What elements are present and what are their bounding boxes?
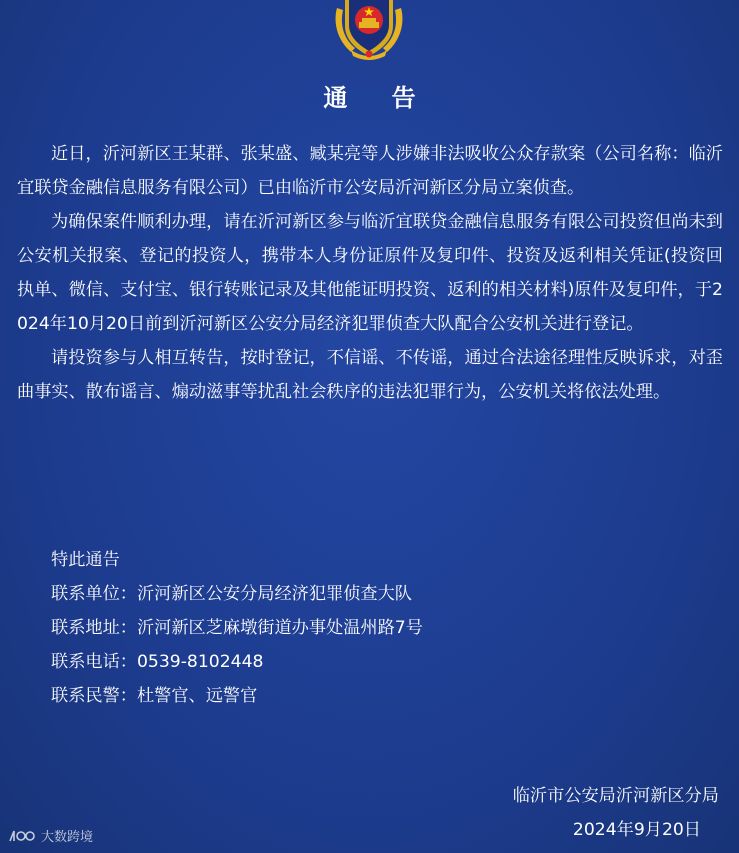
watermark-text: 大数跨境	[41, 830, 94, 845]
notice-title: 通 告	[323, 84, 434, 112]
contact-phone-label: 联系电话：	[51, 652, 137, 672]
notice-paragraph-3: 请投资参与人相互转告，按时登记，不信谣、不传谣，通过合法途径理性反映诉求，对歪曲事实、散布谣言、煽动滋事等扰乱社会秩序的违法犯罪行为，公安机关将依法处理。	[17, 348, 723, 402]
watermark	[8, 826, 93, 845]
notice-paragraph-1: 近日，沂河新区王某群、张某盛、臧某亮等人涉嫌非法吸收公众存款案（公司名称：临沂宜联贷金融信息服务有限公司）已由临沂市公安局沂河新区分局立案侦查。	[17, 144, 723, 198]
contact-address-value: 沂河新区芝麻墩街道办事处温州路7号	[136, 618, 423, 638]
contact-officer	[51, 679, 423, 713]
issue-date: 2024年9月20日	[572, 820, 701, 840]
police-emblem-icon	[331, 0, 407, 62]
notice-body	[17, 137, 723, 409]
contact-phone-value: 0539-8102448	[136, 652, 264, 672]
contact-unit	[51, 577, 423, 611]
100-logo-icon	[8, 827, 38, 845]
contact-block	[51, 543, 423, 713]
notice-paragraph-2: 为确保案件顺利办理，请在沂河新区参与临沂宜联贷金融信息服务有限公司投资但尚未到公安机关报案、登记的投资人，携带本人身份证原件及复印件、投资及返利相关凭证(投资回执单、微信、支付宝、银行转账记录及其他能证明投资、返利的相关材料)原件及复印件，于2024年10月20日前到沂河新区公安分局经济犯罪侦查大队配合公安机关进行登记。	[17, 212, 723, 334]
contact-unit-label: 联系单位：	[51, 584, 137, 604]
contact-address-label: 联系地址：	[51, 618, 137, 638]
issuer-footer	[513, 779, 719, 847]
contact-officer-label: 联系民警：	[51, 686, 137, 706]
closing-text: 特此通告	[51, 550, 120, 570]
issuer-name: 临沂市公安局沂河新区分局	[512, 786, 719, 806]
contact-phone	[51, 645, 423, 679]
contact-officer-value: 杜警官、远警官	[136, 686, 258, 706]
contact-address	[51, 611, 423, 645]
contact-unit-value: 沂河新区公安分局经济犯罪侦查大队	[136, 584, 412, 604]
